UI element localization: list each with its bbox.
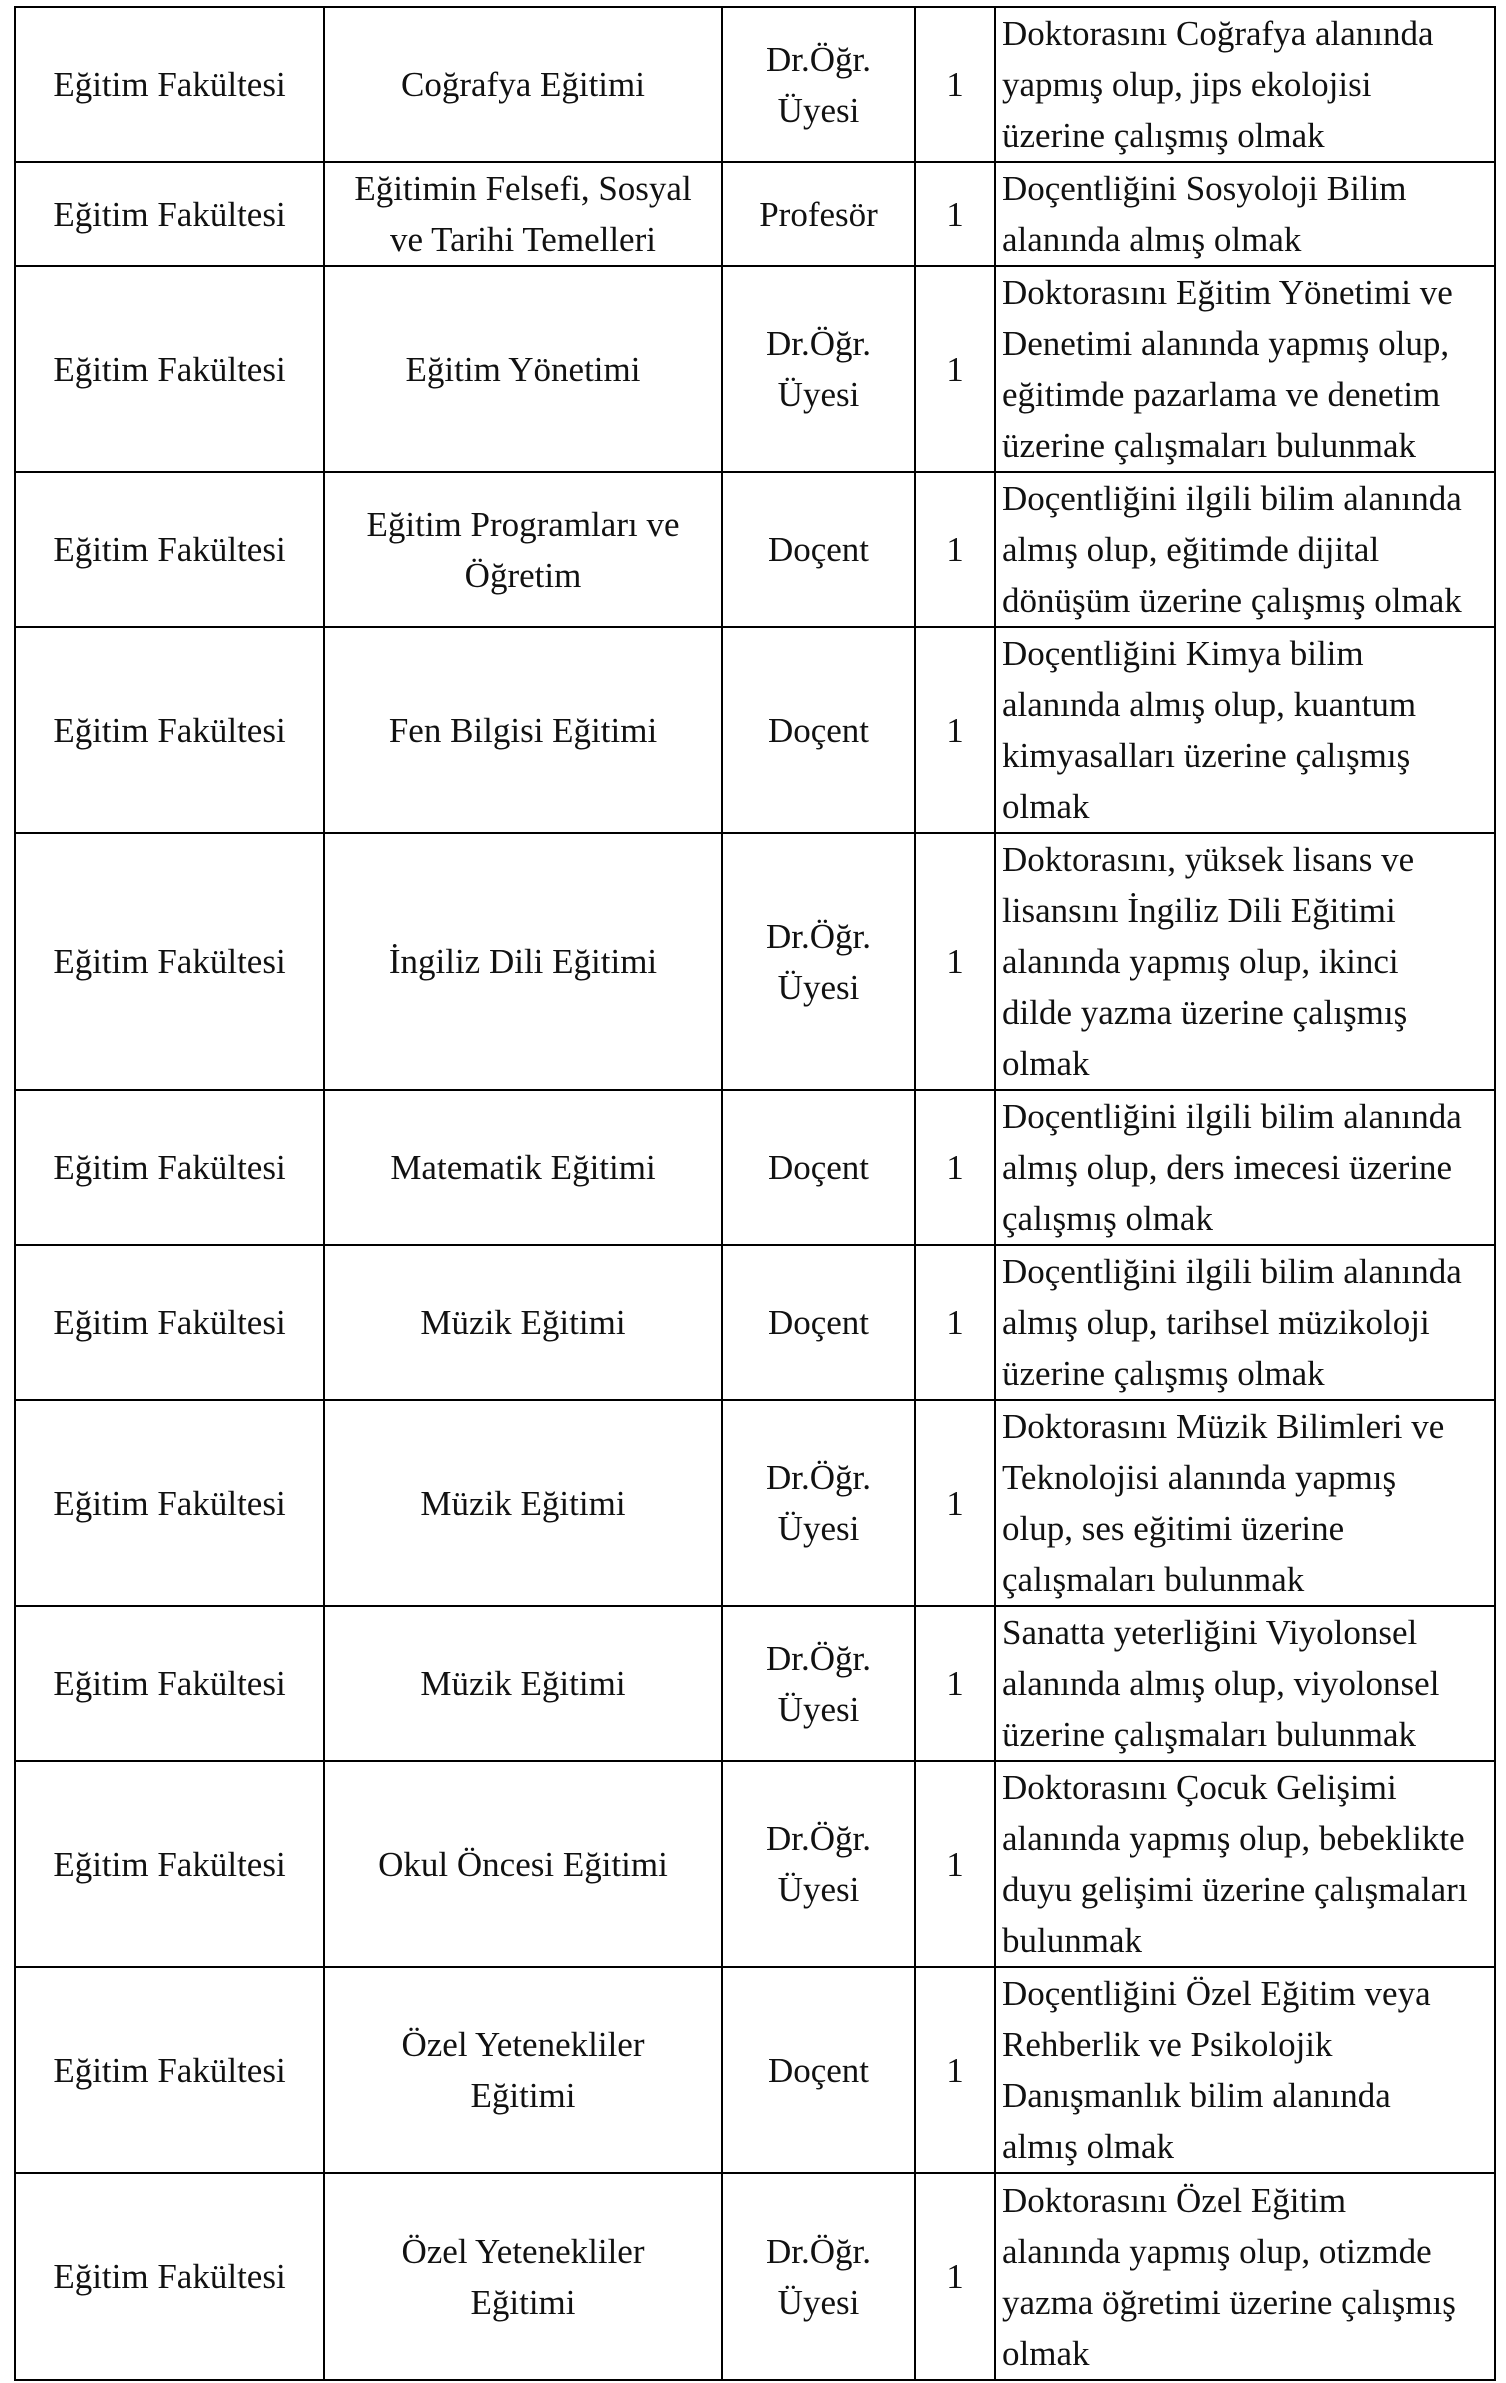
count-cell: 1 (915, 162, 995, 266)
table-row (15, 266, 1495, 472)
title-cell: Doçent (722, 627, 915, 833)
requirement-cell: Doçentliğini Sosyoloji Bilim alanında almış olmak (995, 162, 1495, 266)
count-cell: 1 (915, 1400, 995, 1606)
faculty-cell: Eğitim Fakültesi (15, 1967, 324, 2173)
department-cell: İngiliz Dili Eğitimi (324, 833, 722, 1090)
count-cell: 1 (915, 1606, 995, 1761)
faculty-cell: Eğitim Fakültesi (15, 1090, 324, 1245)
count-cell: 1 (915, 472, 995, 627)
table-row (15, 1090, 1495, 1245)
faculty-cell: Eğitim Fakültesi (15, 1245, 324, 1400)
title-cell: Dr.Öğr. Üyesi (722, 1400, 915, 1606)
requirement-cell: Doçentliğini ilgili bilim alanında almış olup, ders imecesi üzerine çalışmış olmak (995, 1090, 1495, 1245)
requirement-cell: Doktorasını Müzik Bilimleri ve Teknolojisi alanında yapmış olup, ses eğitimi üzerine çalışmaları bulunmak (995, 1400, 1495, 1606)
table-row (15, 1761, 1495, 1967)
title-cell: Dr.Öğr. Üyesi (722, 7, 915, 162)
title-cell: Dr.Öğr. Üyesi (722, 2173, 915, 2380)
table-row (15, 2173, 1495, 2380)
department-cell: Özel Yetenekliler Eğitimi (324, 2173, 722, 2380)
requirement-cell: Doktorasını Çocuk Gelişimi alanında yapmış olup, bebeklikte duyu gelişimi üzerine çalışmaları bulunmak (995, 1761, 1495, 1967)
title-cell: Profesör (722, 162, 915, 266)
department-cell: Coğrafya Eğitimi (324, 7, 722, 162)
department-cell: Eğitim Programları ve Öğretim (324, 472, 722, 627)
count-cell: 1 (915, 1761, 995, 1967)
count-cell: 1 (915, 7, 995, 162)
department-cell: Eğitimin Felsefi, Sosyal ve Tarihi Temelleri (324, 162, 722, 266)
requirement-cell: Doçentliğini ilgili bilim alanında almış olup, eğitimde dijital dönüşüm üzerine çalışmış olmak (995, 472, 1495, 627)
requirement-cell: Doçentliğini ilgili bilim alanında almış olup, tarihsel müzikoloji üzerine çalışmış olmak (995, 1245, 1495, 1400)
faculty-cell: Eğitim Fakültesi (15, 1761, 324, 1967)
count-cell: 1 (915, 1090, 995, 1245)
table-row (15, 1245, 1495, 1400)
table-row (15, 833, 1495, 1090)
count-cell: 1 (915, 1245, 995, 1400)
requirement-cell: Doktorasını, yüksek lisans ve lisansını İngiliz Dili Eğitimi alanında yapmış olup, ikinci dilde yazma üzerine çalışmış olmak (995, 833, 1495, 1090)
faculty-cell: Eğitim Fakültesi (15, 266, 324, 472)
count-cell: 1 (915, 266, 995, 472)
title-cell: Dr.Öğr. Üyesi (722, 1761, 915, 1967)
faculty-cell: Eğitim Fakültesi (15, 162, 324, 266)
faculty-cell: Eğitim Fakültesi (15, 833, 324, 1090)
faculty-cell: Eğitim Fakültesi (15, 2173, 324, 2380)
table-row (15, 627, 1495, 833)
title-cell: Dr.Öğr. Üyesi (722, 833, 915, 1090)
department-cell: Fen Bilgisi Eğitimi (324, 627, 722, 833)
title-cell: Dr.Öğr. Üyesi (722, 1606, 915, 1761)
title-cell: Dr.Öğr. Üyesi (722, 266, 915, 472)
table-row (15, 162, 1495, 266)
title-cell: Doçent (722, 1967, 915, 2173)
title-cell: Doçent (722, 1245, 915, 1400)
requirement-cell: Doçentliğini Kimya bilim alanında almış olup, kuantum kimyasalları üzerine çalışmış olmak (995, 627, 1495, 833)
requirement-cell: Doktorasını Coğrafya alanında yapmış olup, jips ekolojisi üzerine çalışmış olmak (995, 7, 1495, 162)
department-cell: Eğitim Yönetimi (324, 266, 722, 472)
table-row (15, 1606, 1495, 1761)
count-cell: 1 (915, 627, 995, 833)
department-cell: Müzik Eğitimi (324, 1400, 722, 1606)
requirement-cell: Sanatta yeterliğini Viyolonsel alanında almış olup, viyolonsel üzerine çalışmaları bulunmak (995, 1606, 1495, 1761)
table-row (15, 472, 1495, 627)
faculty-cell: Eğitim Fakültesi (15, 1606, 324, 1761)
requirement-cell: Doktorasını Eğitim Yönetimi ve Denetimi alanında yapmış olup, eğitimde pazarlama ve denetim üzerine çalışmaları bulunmak (995, 266, 1495, 472)
title-cell: Doçent (722, 1090, 915, 1245)
department-cell: Okul Öncesi Eğitimi (324, 1761, 722, 1967)
title-cell: Doçent (722, 472, 915, 627)
count-cell: 1 (915, 2173, 995, 2380)
department-cell: Müzik Eğitimi (324, 1606, 722, 1761)
table-body (15, 7, 1495, 2380)
table-row (15, 1967, 1495, 2173)
faculty-cell: Eğitim Fakültesi (15, 627, 324, 833)
department-cell: Özel Yetenekliler Eğitimi (324, 1967, 722, 2173)
faculty-cell: Eğitim Fakültesi (15, 1400, 324, 1606)
requirement-cell: Doçentliğini Özel Eğitim veya Rehberlik ve Psikolojik Danışmanlık bilim alanında almış olmak (995, 1967, 1495, 2173)
count-cell: 1 (915, 833, 995, 1090)
table-row (15, 1400, 1495, 1606)
count-cell: 1 (915, 1967, 995, 2173)
requirement-cell: Doktorasını Özel Eğitim alanında yapmış olup, otizmde yazma öğretimi üzerine çalışmış olmak (995, 2173, 1495, 2380)
faculty-positions-table (14, 6, 1496, 2381)
faculty-cell: Eğitim Fakültesi (15, 7, 324, 162)
faculty-cell: Eğitim Fakültesi (15, 472, 324, 627)
department-cell: Matematik Eğitimi (324, 1090, 722, 1245)
department-cell: Müzik Eğitimi (324, 1245, 722, 1400)
table-row (15, 7, 1495, 162)
